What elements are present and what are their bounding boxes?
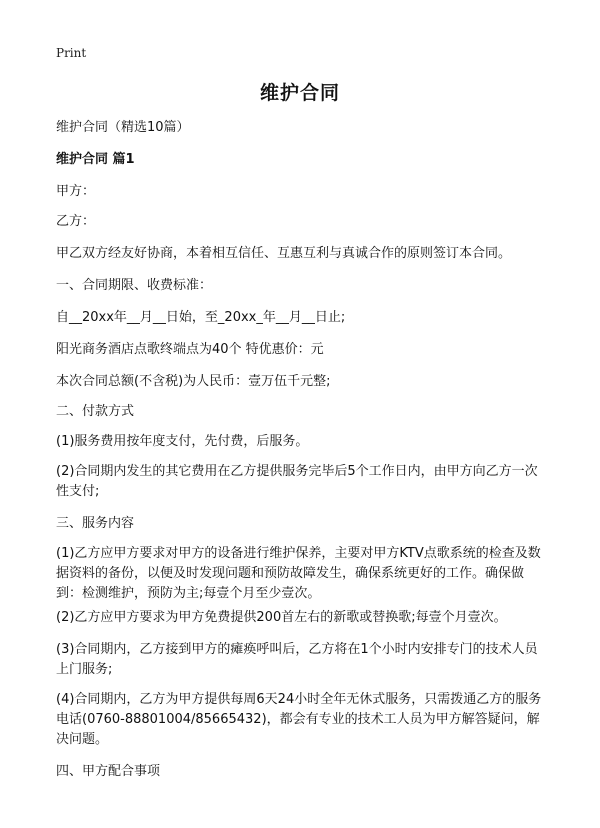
- paragraph: (4)合同期内，乙方为甲方提供每周6天24小时全年无休式服务，只需拨通乙方的服务电话(0760-88801004/85665432)，都会有专业的技术工人员为甲方解答疑问，解决问题。: [56, 692, 542, 747]
- paragraph: (3)合同期内，乙方接到甲方的瘫痪呼叫后，乙方将在1个小时内安排专门的技术人员上门服务;: [56, 642, 538, 677]
- paragraph: (1)服务费用按年度支付，先付费，后服务。: [56, 434, 309, 449]
- paragraph: (2)合同期内发生的其它费用在乙方提供服务完毕后5个工作日内，由甲方向乙方一次性支付;: [56, 464, 538, 499]
- document-title: 维护合同: [259, 82, 340, 104]
- section-heading: 维护合同 篇1: [56, 152, 135, 167]
- paragraph: 甲乙双方经友好协商，本着相互信任、互惠互利与真诚合作的原则签订本合同。: [56, 246, 512, 261]
- print-link[interactable]: Print: [56, 46, 87, 60]
- clause-heading: 三、服务内容: [56, 516, 135, 531]
- paragraph: (2)乙方应甲方要求为甲方免费提供200首左右的新歌或替换歌;每壹个月壹次。: [56, 610, 507, 625]
- paragraph: 阳光商务酒店点歌终端点为40个 特优惠价：元: [56, 342, 324, 357]
- clause-heading: 一、合同期限、收费标准：: [56, 278, 213, 293]
- document-subtitle: 维护合同（精选10篇）: [56, 120, 190, 135]
- party-a-line: 甲方：: [56, 184, 96, 199]
- party-b-line: 乙方：: [56, 214, 96, 229]
- paragraph: (1)乙方应甲方要求对甲方的设备进行维护保养，主要对甲方KTV点歌系统的检查及数据资料的备份，以便及时发现问题和预防故障发生，确保系统更好的工作。确保做到：检测维护，预防为主;每壹个月至少壹次。: [56, 546, 541, 601]
- clause-heading: 二、付款方式: [56, 404, 135, 419]
- paragraph: 自__20xx年__月__日始，至_20xx_年__月__日止;: [56, 310, 346, 325]
- clause-heading: 四、甲方配合事项: [56, 764, 161, 779]
- paragraph: 本次合同总额(不含税)为人民币：壹万伍千元整;: [56, 374, 331, 389]
